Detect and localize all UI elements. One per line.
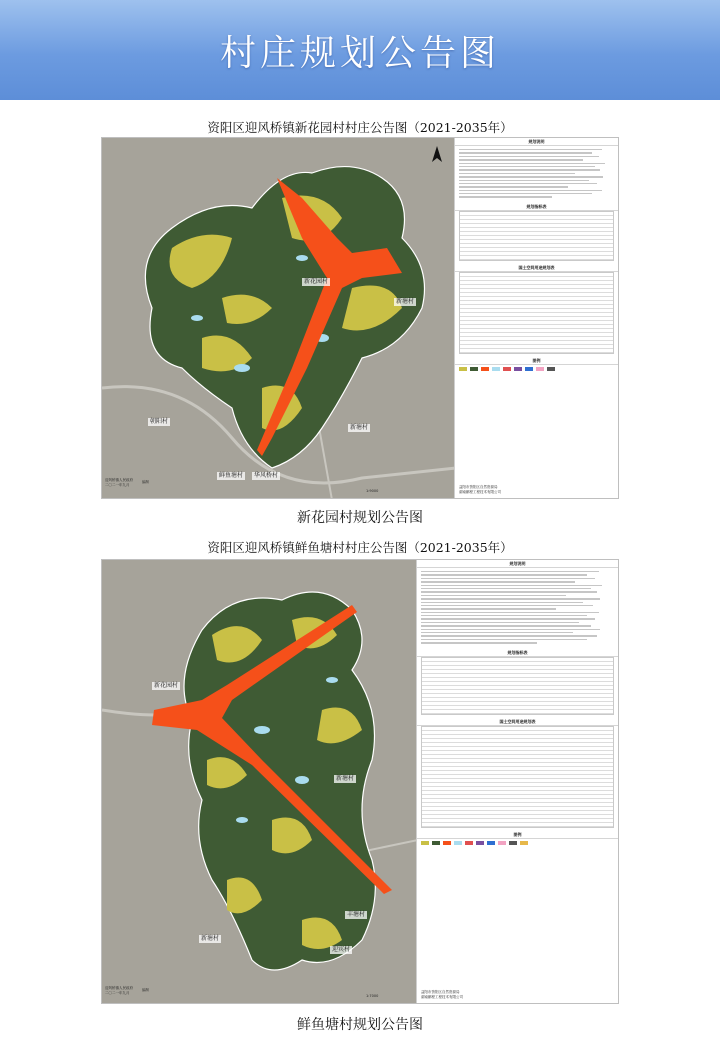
footer-org: 迎风桥镇人民政府 [105,986,133,990]
map-scale: 1:9000 [366,489,379,493]
landuse-table-heading: 国土空间用途规划表 [455,264,618,272]
footer-role: 编制 [142,988,149,992]
legend [459,367,614,371]
compiler-block [421,990,614,1000]
footer-org: 迎风桥镇人民政府 [105,478,133,482]
footer-role: 编制 [142,480,149,484]
legend-heading: 图例 [417,831,618,839]
sheet-2-title: 资阳区迎风桥镇鲜鱼塘村村庄公告图（2021-2035年） [207,540,513,555]
indicator-table-heading: 规划指标表 [455,203,618,211]
map-label: 鲜鱼塘村 [219,472,244,479]
footer-date: 二〇二一年九月 [105,483,130,487]
footer-date: 二〇二一年九月 [105,991,130,995]
map-label: 新塘村 [201,935,220,942]
sheet-2-info-panel [416,560,618,1003]
banner-title: 村庄规划公告图 [219,32,500,74]
sheet-2 [101,559,619,1004]
sheet-1 [101,137,619,499]
indicator-table [421,657,614,715]
map-scale: 1:7000 [366,994,379,998]
sheet-2-map [102,560,418,1004]
footer-org-block [105,986,133,996]
map-label: 迎宾村 [332,946,351,953]
planning-notes-text [455,146,618,203]
compiler-block [459,485,614,495]
indicator-table [459,211,614,261]
sheet-1-caption: 新花园村规划公告图 [297,510,423,526]
legend [421,841,614,845]
header-banner [0,0,720,100]
map-label: 朝阳村 [150,418,169,425]
map-label: 新花园村 [304,278,329,285]
compiler-2: 湖南鹏程工程技术有限公司 [421,995,463,999]
landuse-table [421,726,614,828]
indicator-table-heading: 规划指标表 [417,649,618,657]
landuse-table-heading: 国土空间用途规划表 [417,718,618,726]
footer-org-block [105,478,133,488]
map-label: 新花园村 [154,682,179,689]
planning-notes-text [417,568,618,649]
sheet-2-caption: 鲜鱼塘村规划公告图 [297,1017,423,1033]
planning-notes-heading: 规划说明 [417,560,618,568]
planning-notes-heading: 规划说明 [455,138,618,146]
map-label: 新塘村 [336,775,355,782]
legend-heading: 图例 [455,357,618,365]
compiler-1: 益阳市资阳区自然资源局 [459,485,498,489]
map-label: 新塘村 [396,298,415,305]
sheet-1-title: 资阳区迎风桥镇新花园村村庄公告图（2021-2035年） [207,120,513,135]
map-label: 华风桥村 [254,472,279,479]
sheet-2-map-graphic [102,560,418,1004]
sheet-1-info-panel [454,138,618,498]
compiler-2: 湖南鹏程工程技术有限公司 [459,490,501,494]
compiler-1: 益阳市资阳区自然资源局 [421,990,460,994]
sheet-1-map [102,138,456,499]
landuse-table [459,272,614,354]
map-label: 新塘村 [350,424,369,431]
map-label: 丰塘村 [347,911,366,918]
sheet-1-map-graphic [102,138,456,499]
